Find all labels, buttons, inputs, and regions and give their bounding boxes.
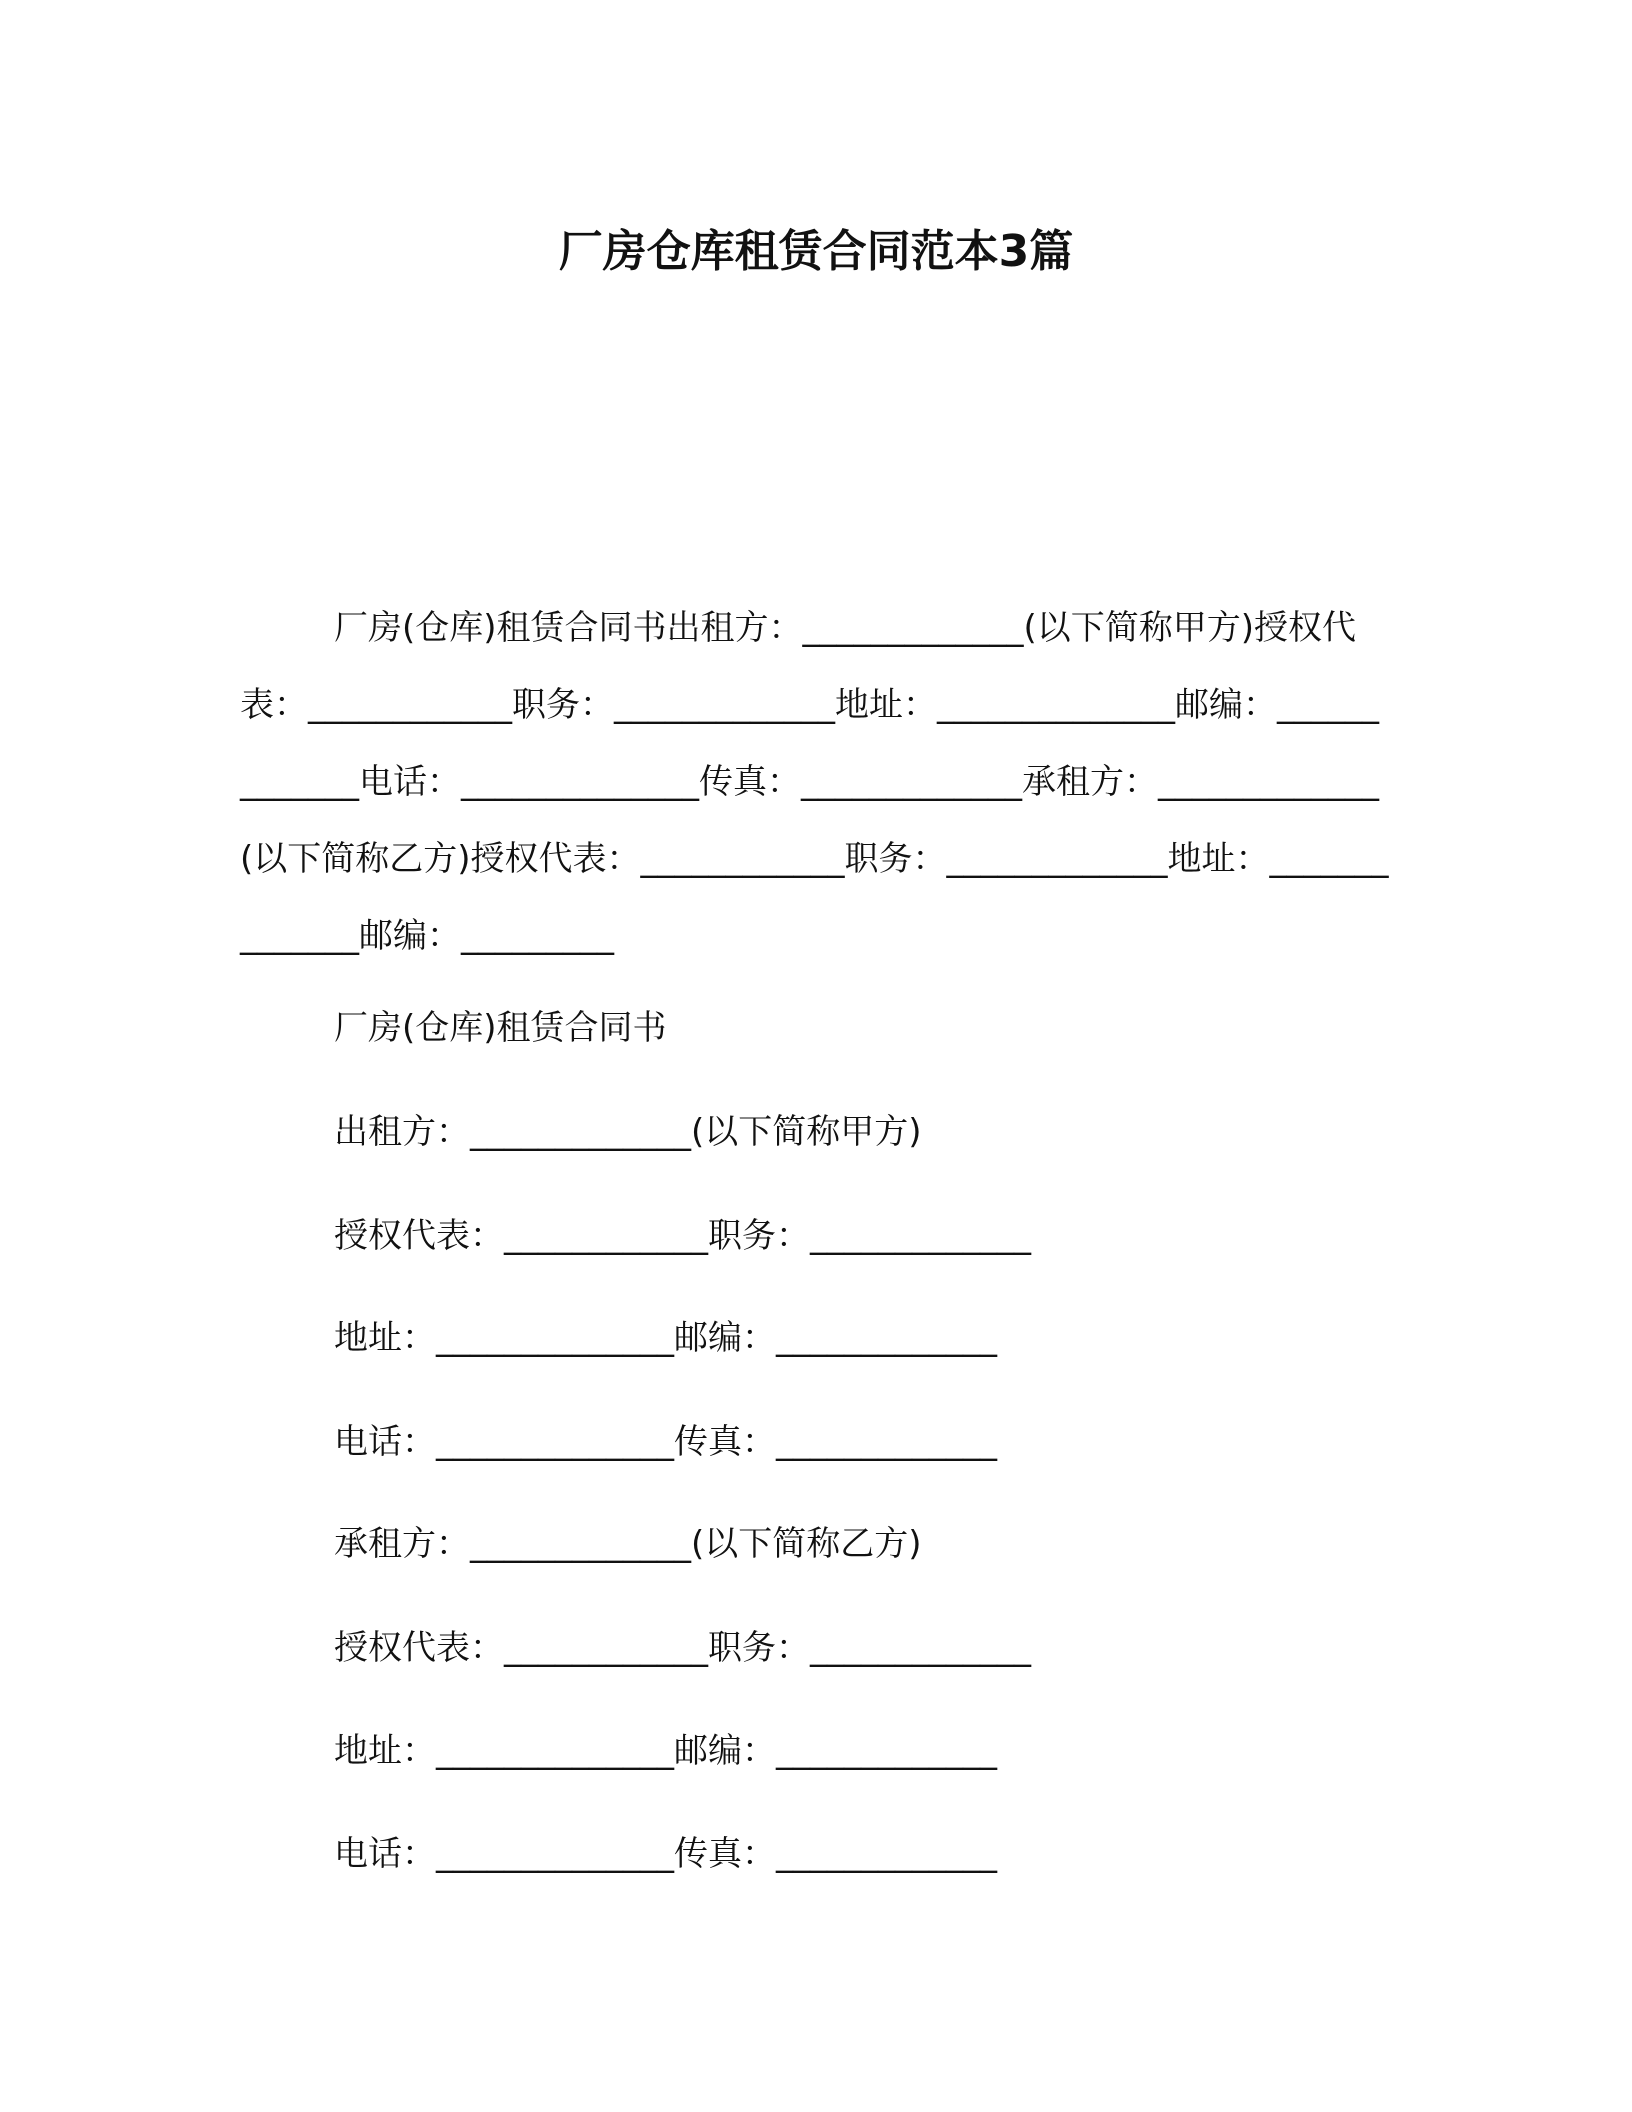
lessee-phone-line: 电话：______________传真：_____________ xyxy=(334,1834,997,1874)
lessor-representative-line: 授权代表：____________职务：_____________ xyxy=(334,1216,1031,1256)
lessee-line: 承租方：_____________(以下简称乙方) xyxy=(334,1524,922,1564)
lessor-phone-line: 电话：______________传真：_____________ xyxy=(334,1422,997,1462)
lessor-address-line: 地址：______________邮编：_____________ xyxy=(334,1318,997,1358)
intro-paragraph: 厂房(仓库)租赁合同书出租方：_____________(以下简称甲方)授权代表：____________职务：_____________地址：______________邮编：_____________电话：______________传真：_____________承租方：_____________(以下简称乙方)授权代表：____________职务：_____________地址：______________邮编：_________ xyxy=(240,608,1389,956)
section-heading: 厂房(仓库)租赁合同书 xyxy=(334,1008,667,1048)
document-title: 厂房仓库租赁合同范本3篇 xyxy=(558,226,1074,277)
lessor-line: 出租方：_____________(以下简称甲方) xyxy=(334,1112,922,1152)
lessee-address-line: 地址：______________邮编：_____________ xyxy=(334,1731,997,1771)
lessee-representative-line: 授权代表：____________职务：_____________ xyxy=(334,1628,1031,1668)
